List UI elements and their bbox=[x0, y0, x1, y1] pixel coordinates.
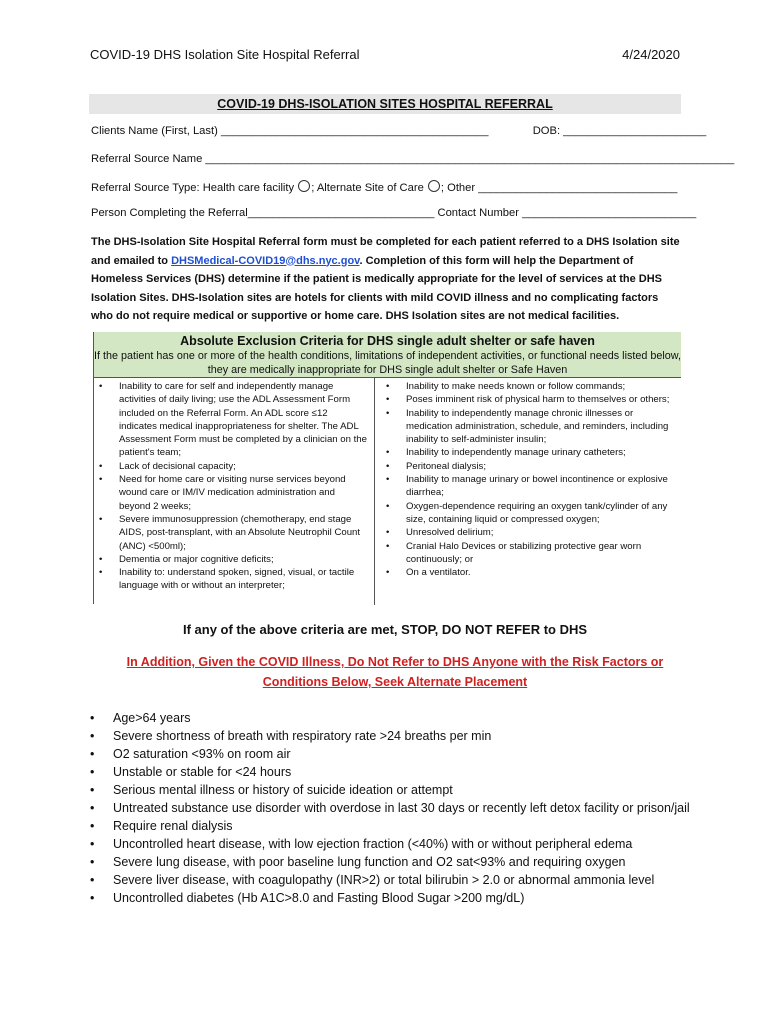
referral-source-field[interactable]: _____________________________________________________________________________________ bbox=[205, 153, 735, 165]
exclusion-columns bbox=[94, 378, 681, 605]
list-item: • Inability to independently manage chronic illnesses or medication administration, schedule, and reminders, including inability to self-administer insulin; bbox=[383, 407, 675, 447]
form-title: COVID-19 DHS-ISOLATION SITES HOSPITAL REFERRAL bbox=[89, 94, 681, 114]
other-label: ; Other bbox=[440, 182, 476, 194]
list-item: • Uncontrolled diabetes (Hb A1C>8.0 and Fasting Blood Sugar >200 mg/dL) bbox=[90, 889, 690, 907]
stop-notice: If any of the above criteria are met, STOP, DO NOT REFER to DHS bbox=[182, 622, 588, 637]
list-item: • Severe immunosuppression (chemotherapy, end stage AIDS, post-transplant, with an Absolute Neutrophil Count (ANC) <500ml); bbox=[96, 513, 368, 553]
list-item: • Serious mental illness or history of suicide ideation or attempt bbox=[90, 781, 690, 799]
intro-paragraph bbox=[91, 233, 683, 326]
list-item: • Dementia or major cognitive deficits; bbox=[96, 553, 368, 566]
exclusion-left-column bbox=[96, 380, 368, 593]
list-item: • Poses imminent risk of physical harm to themselves or others; bbox=[383, 393, 675, 406]
list-item: • Uncontrolled heart disease, with low ejection fraction (<40%) with or without peripheral edema bbox=[90, 835, 690, 853]
clients-name-row bbox=[91, 125, 706, 137]
list-item: • Unresolved delirium; bbox=[383, 526, 675, 539]
list-item: • Severe lung disease, with poor baseline lung function and O2 sat<93% and requiring oxygen bbox=[90, 853, 690, 871]
exclusion-criteria-table bbox=[93, 332, 681, 604]
list-item: • Untreated substance use disorder with overdose in last 30 days or recently left detox facility or prison/jail bbox=[90, 799, 690, 817]
clients-name-field[interactable]: ___________________________________________ bbox=[220, 125, 489, 137]
contact-number-label: Contact Number bbox=[437, 207, 519, 219]
email-link[interactable]: DHSMedical-COVID19@dhs.nyc.gov bbox=[171, 254, 360, 267]
document-date: 4/24/2020 bbox=[622, 47, 680, 62]
list-item: • Lack of decisional capacity; bbox=[96, 460, 368, 473]
column-divider bbox=[374, 378, 375, 605]
dob-field[interactable]: _______________________ bbox=[563, 125, 707, 137]
referral-source-row bbox=[91, 153, 734, 165]
list-item: • Severe liver disease, with coagulopathy (INR>2) or total bilirubin > 2.0 or abnormal ammonia level bbox=[90, 871, 690, 889]
list-item: • Inability to independently manage urinary catheters; bbox=[383, 446, 675, 459]
list-item: • Inability to: understand spoken, signed, visual, or tactile language with or without an interpreter; bbox=[96, 566, 368, 593]
exclusion-header bbox=[94, 332, 681, 378]
referral-type-row bbox=[91, 180, 677, 194]
dob-label: DOB: bbox=[532, 125, 561, 137]
list-item: • Inability to make needs known or follow commands; bbox=[383, 380, 675, 393]
contact-number-field[interactable]: ____________________________ bbox=[522, 207, 697, 219]
health-care-facility-radio[interactable] bbox=[298, 180, 310, 192]
exclusion-subtitle: If the patient has one or more of the health conditions, limitations of independent activities, or functional needs listed below, they are medically inappropriate for DHS single adult shelter or Safe Haven bbox=[94, 350, 681, 376]
list-item: • Oxygen-dependence requiring an oxygen tank/cylinder of any size, containing liquid or compressed oxygen; bbox=[383, 500, 675, 527]
intro-text-part2: . Completion of this form will help the Department of Homeless Services (DHS) determine if the patient is medically appropriate for the level of services at the DHS Isolation Sites. DHS-Isolation sites are hotels for clients with mild COVID illness and no complicating factors who do not require medical or supportive or home care. DHS Isolation sites are not medical facilities. bbox=[91, 254, 662, 322]
list-item: • Severe shortness of breath with respiratory rate >24 breaths per min bbox=[90, 727, 690, 745]
list-item: • Age>64 years bbox=[90, 709, 690, 727]
alternate-site-label: ; Alternate Site of Care bbox=[311, 182, 424, 194]
exclusion-right-column bbox=[383, 380, 675, 579]
list-item: • On a ventilator. bbox=[383, 566, 675, 579]
clients-name-label: Clients Name (First, Last) bbox=[91, 125, 218, 137]
list-item: • O2 saturation <93% on room air bbox=[90, 745, 690, 763]
person-completing-label: Person Completing the Referral bbox=[91, 207, 248, 219]
list-item: • Unstable or stable for <24 hours bbox=[90, 763, 690, 781]
person-completing-field[interactable]: ______________________________ bbox=[247, 207, 435, 219]
alternate-site-radio[interactable] bbox=[428, 180, 440, 192]
list-item: • Need for home care or visiting nurse services beyond wound care or IM/IV medication administration and beyond 2 weeks; bbox=[96, 473, 368, 513]
other-field[interactable]: ________________________________ bbox=[478, 182, 678, 194]
list-item: • Inability to manage urinary or bowel incontinence or explosive diarrhea; bbox=[383, 473, 675, 500]
risk-factor-list bbox=[90, 709, 690, 907]
list-item: • Peritoneal dialysis; bbox=[383, 460, 675, 473]
risk-warning: In Addition, Given the COVID Illness, Do Not Refer to DHS Anyone with the Risk Factors or Conditions Below, Seek Alternate Placement bbox=[126, 655, 664, 689]
exclusion-title: Absolute Exclusion Criteria for DHS single adult shelter or safe haven bbox=[180, 334, 595, 348]
referral-source-label: Referral Source Name bbox=[91, 153, 203, 165]
intro-text-part1: The DHS-Isolation Site Hospital Referral form must be completed for each patient referred to a DHS Isolation site and emailed to bbox=[91, 236, 680, 267]
list-item: • Require renal dialysis bbox=[90, 817, 690, 835]
list-item: • Inability to care for self and independently manage activities of daily living; use the ADL Assessment Form included on the Referral Form. An ADL score ≤12 indicates medical inappropriateness for shelter. The ADL Assessment Form must be completed by a clinician on the patient's team; bbox=[96, 380, 368, 460]
document-header-title: COVID-19 DHS Isolation Site Hospital Referral bbox=[90, 47, 360, 62]
person-completing-row bbox=[91, 207, 696, 219]
list-item: • Cranial Halo Devices or stabilizing protective gear worn continuously; or bbox=[383, 540, 675, 567]
referral-type-label: Referral Source Type: Health care facility bbox=[91, 182, 295, 194]
